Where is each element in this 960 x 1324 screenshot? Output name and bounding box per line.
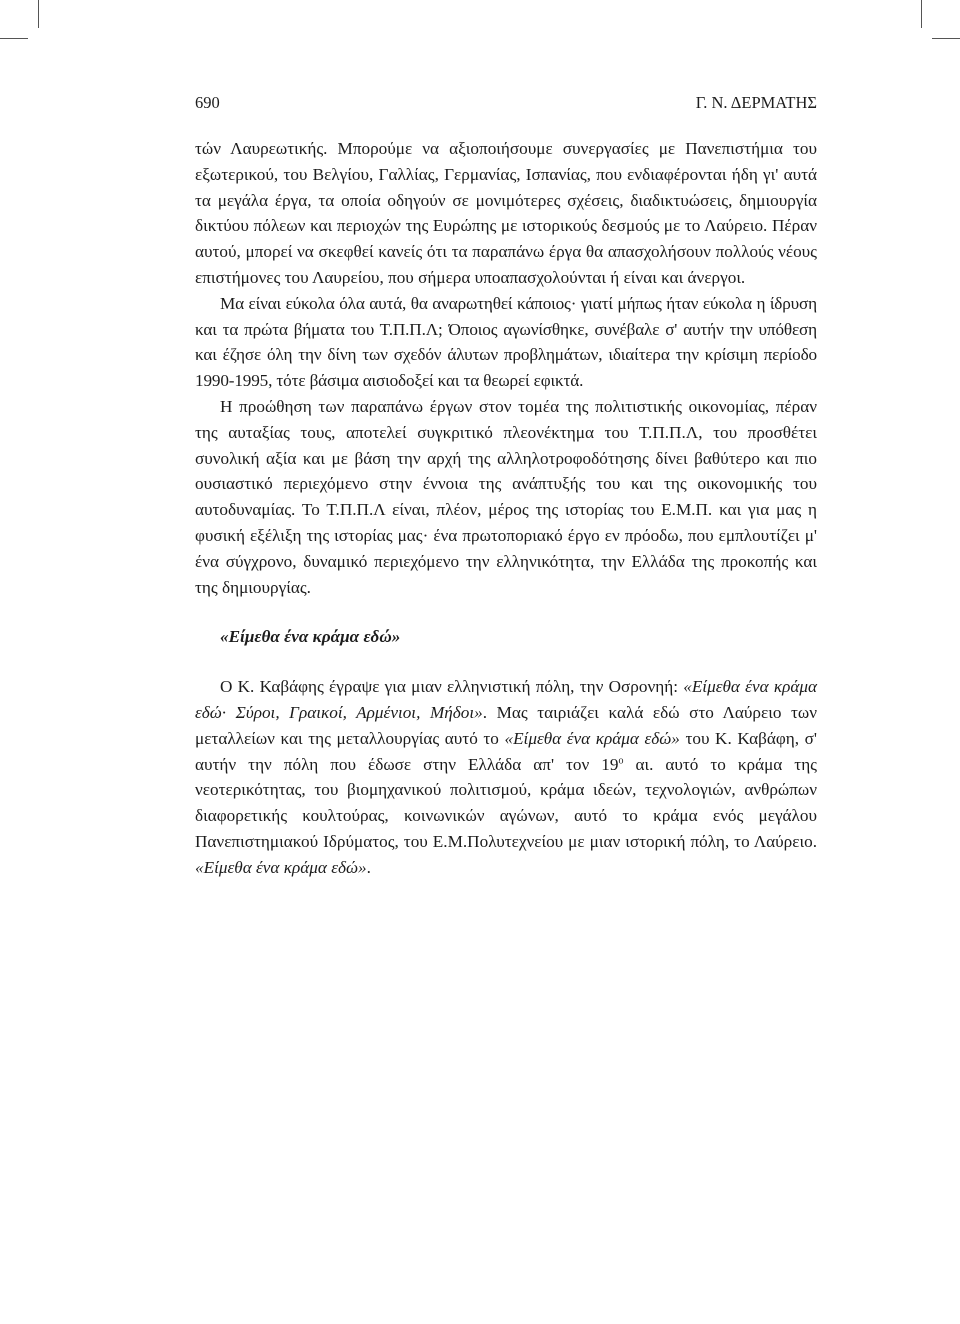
article-body	[195, 136, 817, 881]
paragraph-2: Μα είναι εύκολα όλα αυτά, θα αναρωτηθεί κάποιος· γιατί μήπως ήταν εύκολα η ίδρυση και τα πρώτα βήματα του Τ.Π.Π.Λ; Όποιος αγωνίσθηκε, συνέβαλε σ' αυτήν την υπόθεση και έζησε όλη την δίνη των σχεδόν άλυτων προβλημάτων, ιδιαίτερα την κρίσιμη περίοδο 1990-1995, τότε βάσιμα αισιοδοξεί και τα θεωρεί εφικτά.	[195, 293, 817, 391]
crop-mark-top-left-horizontal	[0, 38, 28, 39]
text-run: Ο Κ. Καβάφης έγραψε για μιαν ελληνιστική πόλη, την Οσρονηή:	[220, 677, 684, 697]
quote-motto: «Είμεθα ένα κράμα εδώ»	[504, 728, 680, 748]
crop-mark-top-right	[921, 0, 922, 28]
text-run: .	[366, 857, 371, 877]
crop-mark-top-right-horizontal	[932, 38, 960, 39]
quote-motto-closing: «Είμεθα ένα κράμα εδώ»	[195, 857, 367, 877]
crop-mark-top-left	[38, 0, 39, 28]
page-content	[195, 91, 817, 881]
text-run: . Μας ταιριάζει καλά εδώ στο Λαύρειο των μεταλλείων και της μεταλλουργίας αυτό το	[195, 702, 817, 748]
ordinal-superscript: ο	[618, 754, 624, 766]
section-paragraph	[195, 674, 817, 880]
author-name: Γ. Ν. ΔΕΡΜΑΤΗΣ	[695, 93, 817, 112]
section-heading: «Είμεθα ένα κράμα εδώ»	[220, 627, 401, 647]
text-run: αι. αυτό το κράμα της νεοτερικότητας, του βιομηχανικού πολιτισμού, κράμα ιδεών, τεχνολογιών, ανθρώπων διαφορετικής κουλτούρας, κοινωνικών αγώνων, αυτό το κράμα ενός μεγάλου Πανεπιστημιακού Ιδρύματος, του Ε.Μ.Πολυτεχνείου με μιαν ιστορική πόλη, το Λαύρειο.	[195, 754, 817, 851]
paragraph-3: Η προώθηση των παραπάνω έργων στον τομέα της πολιτιστικής οικονομίας, πέραν της αυταξίας τους, αποτελεί συγκριτικό πλεονέκτημα του Τ.Π.Π.Λ, του προσθέτει συνολική αξία και με βάση την αρχή της αλληλοτροφοδότησης δίνει βαθύτερο και πιο ουσιαστικό περιεχόμενο στην έννοια της ανάπτυξής του και της οικονομικής του αυτοδυναμίας. Το Τ.Π.Π.Λ είναι, πλέον, μέρος της ιστορίας του Ε.Μ.Π. και για μας η φυσική εξέλιξη της ιστορίας μας· ένα πρωτοποριακό έργο εν πρόοδω, που εμπλουτίζει μ' ένα σύγχρονο, δυναμικό περιεχόμενο την ελληνικότητα, την Ελλάδα της προκοπής και της δημιουργίας.	[195, 396, 817, 597]
quote-cavafy: «Είμεθα ένα κράμα εδώ· Σύροι, Γραικοί, Αρμένιοι, Μήδοι»	[195, 677, 818, 722]
text-run: του Κ. Καβάφη, σ' αυτήν την πόλη που έδωσε στην Ελλάδα απ' τον 19	[195, 728, 817, 774]
running-header	[195, 91, 817, 115]
page-number: 690	[195, 93, 220, 112]
paragraph-1: τών Λαυρεωτικής. Μπορούμε να αξιοποιήσουμε συνεργασίες με Πανεπιστήμια του εξωτερικού, του Βελγίου, Γαλλίας, Γερμανίας, Ισπανίας, που ενδιαφέρονται ήδη γι' αυτά τα μεγάλα έργα, τα οποία οδηγούν σε μονιμότερες σχέσεις, διαδικτυώσεις, δημιουργία δικτύου πόλεων και περιοχών της Ευρώπης με ιστορικούς δεσμούς με το Λαύρειο. Πέραν αυτού, μπορεί να σκεφθεί κανείς ότι τα παραπάνω έργα θα απασχολήσουν πολλούς νέους επιστήμονες του Λαυρείου, που σήμερα υποαπασχολούνται ή είναι και άνεργοι.	[195, 139, 817, 287]
